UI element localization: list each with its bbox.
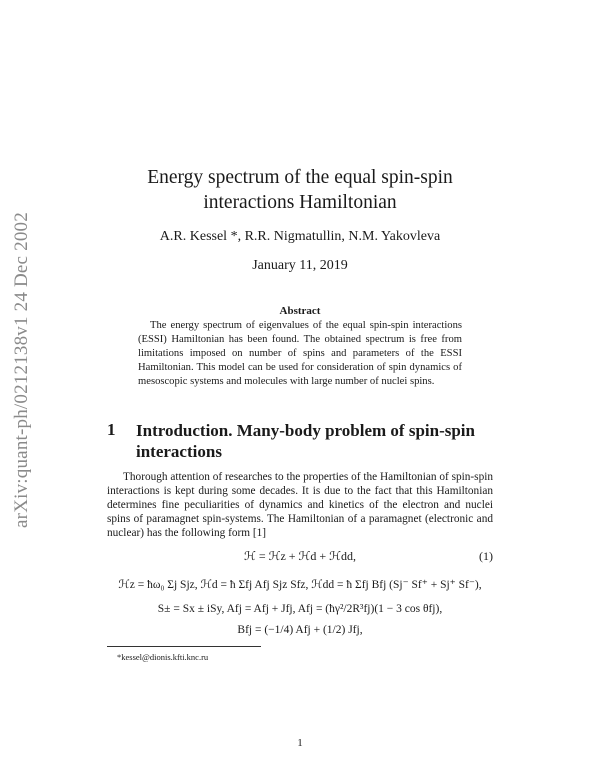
arxiv-side-identifier [2, 190, 42, 550]
section-title: Introduction. Many-body problem of spin-spin interactions [136, 421, 475, 461]
authors: A.R. Kessel *, R.R. Nigmatullin, N.M. Yakovleva [159, 229, 441, 244]
date: January 11, 2019 [252, 258, 348, 273]
footnote: *kessel@dionis.kfti.knc.ru [117, 652, 209, 662]
equation-line-a: ℋz = ħω₀ Σj Sjz, ℋd = ħ Σfj Afj Sjz Sfz, ℋdd = ħ Σfj Bfj (Sj⁻ Sf⁺ + Sj⁺ Sf⁻), [118, 579, 482, 591]
title-line-1: Energy spectrum of the equal spin-spin [147, 167, 453, 188]
title-line-2: interactions Hamiltonian [203, 192, 397, 213]
page-number: 1 [297, 737, 303, 749]
abstract-heading: Abstract [279, 305, 321, 317]
paper-title [100, 165, 500, 215]
equation-line-b: S± = Sx ± iSy, Afj = Afj + Jfj, Afj = (ħγ²/2R³fj)(1 − 3 cos θfj), [157, 603, 443, 615]
arxiv-identifier-text: arXiv:quant-ph/0212138v1 24 Dec 2002 [11, 212, 32, 528]
equation-1-number: (1) [479, 549, 493, 563]
footnote-rule [107, 646, 261, 647]
section-number: 1 [107, 420, 116, 439]
intro-paragraph: Thorough attention of researches to the properties of the Hamiltonian of spin-spin interactions is kept during some decades. It is due to the fact that this Hamiltonian determines fine peculiarities of dynamics and kinetics of the electron and nuclei spins of paramagnet spin-systems. The Hamiltonian of a paramagnet (electronic and nuclear) has the following form [1] [107, 471, 493, 539]
equation-1-body: ℋ = ℋz + ℋd + ℋdd, [243, 549, 357, 563]
abstract-text: The energy spectrum of eigenvalues of the equal spin-spin interactions (ESSI) Hamiltonian has been found. The obtained spectrum is free from limitations imposed on number of spins and parameters of the ESSI Hamiltonian. This model can be used for consideration of spin dynamics of mesoscopic systems and molecules with large number of nuclei spins. [138, 320, 462, 387]
equation-line-c: Bfj = (−1/4) Afj + (1/2) Jfj, [237, 624, 363, 636]
